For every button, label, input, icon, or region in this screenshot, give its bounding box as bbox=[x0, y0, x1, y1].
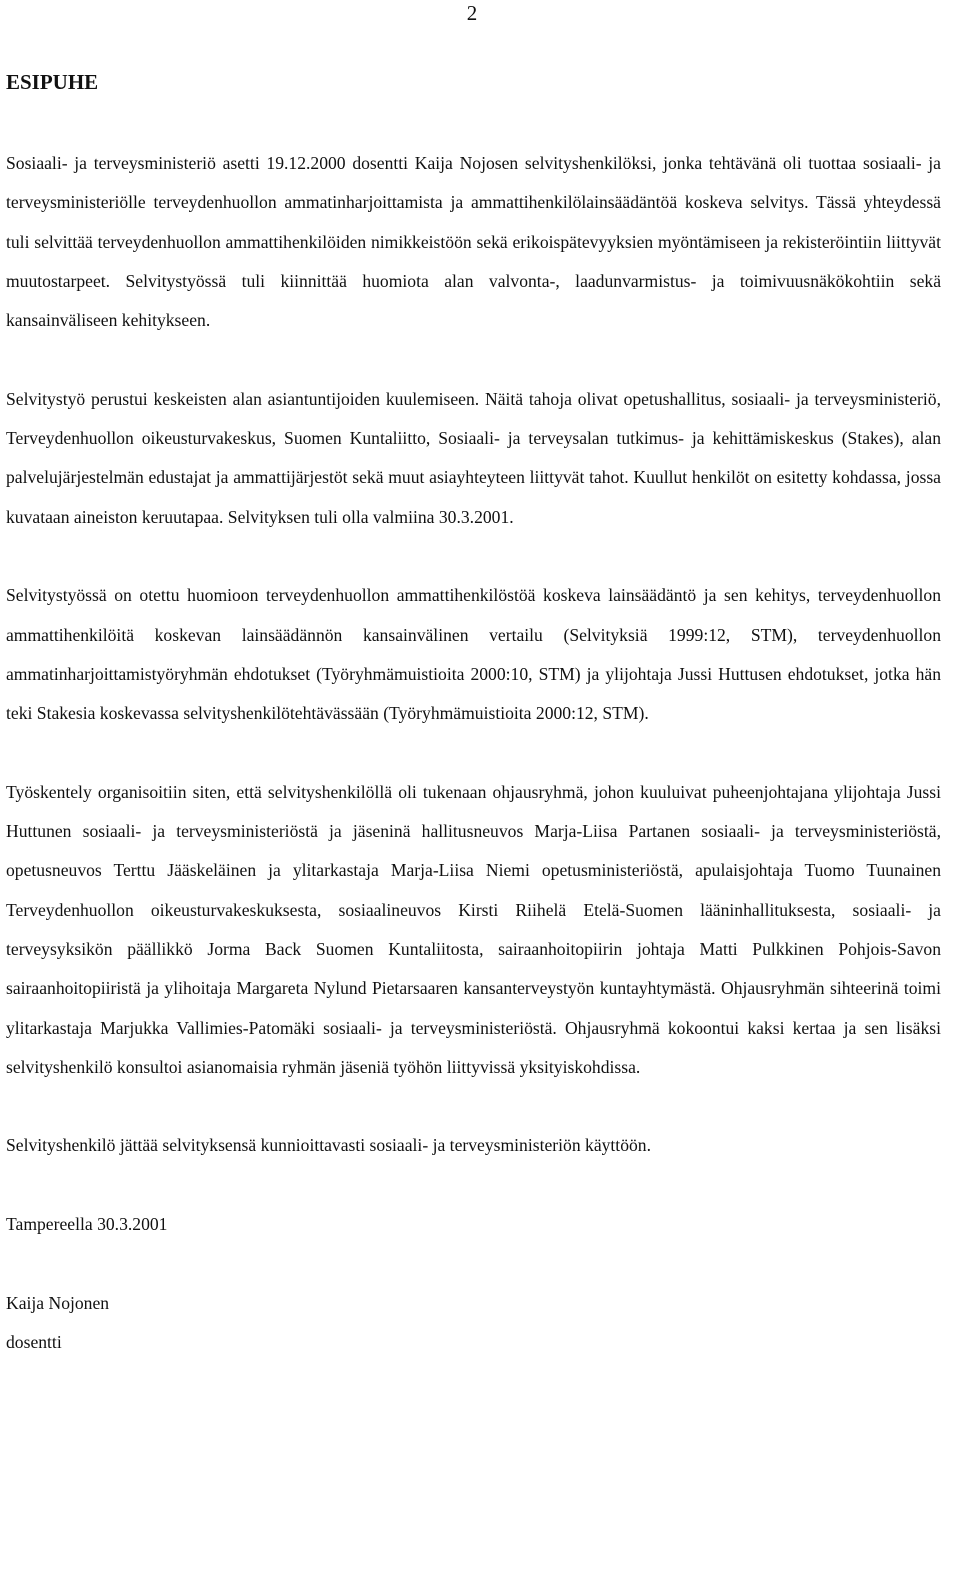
signature-role: dosentti bbox=[6, 1331, 62, 1352]
paragraph-sources: Selvitystyössä on otettu huomioon terveydenhuollon ammattihenkilöstöä koskeva lainsäädäntö ja sen kehitys, terveydenhuollon ammattihenkilöitä koskevan lainsäädännön kansainvälinen vertailu (Selvityksiä 1999:12, STM), terveydenhuollon ammatinharjoittamistyöryhmän ehdotukset (Työryhmämuistioita 2000:10, STM) ja ylijohtaja Jussi Huttusen ehdotukset, jotka hän teki Stakesia koskevassa selvityshenkilötehtävässään (Työryhmämuistioita 2000:12, STM). bbox=[6, 585, 941, 724]
paragraph-consultation: Selvitystyö perustui keskeisten alan asiantuntijoiden kuulemiseen. Näitä tahoja olivat opetushallitus, sosiaali- ja terveysministeriö, Terveydenhuollon oikeusturvakeskus, Suomen Kuntaliitto, Sosiaali- ja terveysalan tutkimus- ja kehittämiskeskus (Stakes), alan palvelujärjestelmän edustajat ja ammattijärjestöt sekä muut asiayhteyteen liittyvät tahot. Kuullut henkilöt on esitetty kohdassa, jossa kuvataan aineiston keruutapaa. Selvityksen tuli olla valmiina 30.3.2001. bbox=[6, 388, 941, 527]
paragraph-steering-group: Työskentely organisoitiin siten, että selvityshenkilöllä oli tukenaan ohjausryhmä, johon kuuluivat puheenjohtajana ylijohtaja Jussi Huttunen sosiaali- ja terveysministeriöstä ja jäseninä hallitusneuvos Marja-Liisa Partanen sosiaali- ja terveysministeriöstä, opetusneuvos Terttu Jääskeläinen ja ylitarkastaja Marja-Liisa Niemi opetusministeriöstä, apulaisjohtaja Tuomo Tuunainen Terveydenhuollon oikeusturvakeskuksesta, sosiaalineuvos Kirsti Riihelä Etelä-Suomen lääninhallituksesta, sosiaali- ja terveysyksikön päällikkö Jorma Back Suomen Kuntaliitosta, sairaanhoitopiirin johtaja Matti Pulkkinen Pohjois-Savon sairaanhoitopiiristä ja ylihoitaja Margareta Nylund Pietarsaaren kansanterveystyön kuntayhtymästä. Ohjausryhmän sihteerinä toimi ylitarkastaja Marjukka Vallimies-Patomäki sosiaali- ja terveysministeriöstä. Ohjausryhmä kokoontui kaksi kertaa ja sen lisäksi selvityshenkilö konsultoi asianomaisia ryhmän jäseniä työhön liittyvissä yksityiskohdissa. bbox=[6, 781, 941, 1077]
page-title: ESIPUHE bbox=[6, 70, 99, 94]
signature-name: Kaija Nojonen bbox=[6, 1292, 110, 1313]
page-number: 2 bbox=[466, 1, 478, 25]
document-body bbox=[6, 144, 941, 1362]
paragraph-submission: Selvityshenkilö jättää selvityksensä kunnioittavasti sosiaali- ja terveysministeriön käyttöön. bbox=[6, 1135, 651, 1156]
paragraph-assignment: Sosiaali- ja terveysministeriö asetti 19.12.2000 dosentti Kaija Nojosen selvityshenkilöksi, jonka tehtävänä oli tuottaa sosiaali- ja terveysministeriölle terveydenhuollon ammatinharjoittamista ja ammattihenkilölainsäädäntöä koskeva selvitys. Tässä yhteydessä tuli selvittää terveydenhuollon ammattihenkilöiden nimikkeistöön sekä erikoispätevyyksien myöntämiseen ja rekisteröintiin liittyvät muutostarpeet. Selvitystyössä tuli kiinnittää huomiota alan valvonta-, laadunvarmistus- ja toimivuusnäkökohtiin sekä kansainväliseen kehitykseen. bbox=[6, 153, 941, 331]
signature-place-date: Tampereella 30.3.2001 bbox=[6, 1214, 168, 1235]
